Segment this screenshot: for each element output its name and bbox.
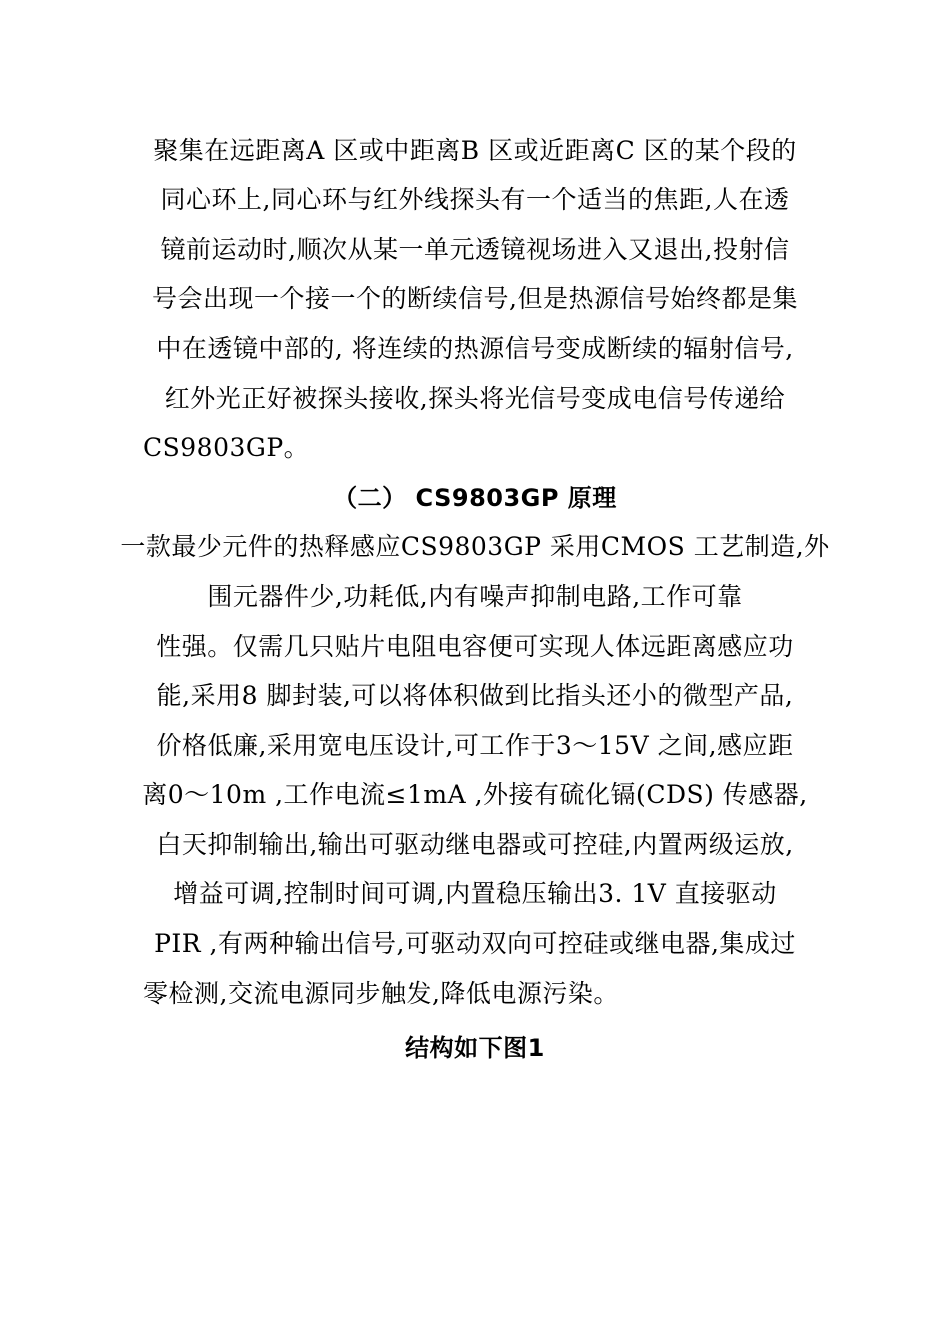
paragraph2-line-8: 增益可调,控制时间可调,内置稳压输出3. 1V 直接驱动 — [173, 879, 777, 908]
section-heading: （二） CS9803GP 原理 — [333, 484, 617, 512]
paragraph2-line-4: 能,采用8 脚封装,可以将体积做到比指头还小的微型产品, — [156, 681, 794, 710]
paragraph1-line-6: 红外光正好被探头接收,探头将光信号变成电信号传递给 — [164, 384, 786, 413]
paragraph1-line-2: 同心环上,同心环与红外线探头有一个适当的焦距,人在透 — [160, 185, 790, 214]
paragraph2-line-7: 白天抑制输出,输出可驱动继电器或可控硅,内置两级运放, — [156, 830, 794, 859]
figure-caption: 结构如下图1 — [405, 1034, 545, 1062]
paragraph2-line-10: 零检测,交流电源同步触发,降低电源污染。 — [143, 979, 619, 1008]
paragraph1-line-5: 中在透镜中部的, 将连续的热源信号变成断续的辐射信号, — [156, 334, 794, 363]
paragraph2-line-6: 离0～10m ,工作电流≤1mA ,外接有硫化镉(CDS) 传感器, — [142, 780, 808, 809]
paragraph2-line-2: 围元器件少,功耗低,内有噪声抑制电路,工作可靠 — [207, 582, 743, 611]
paragraph1-line-7: CS9803GP。 — [143, 433, 310, 462]
paragraph2-line-3: 性强。仅需几只贴片电阻电容便可实现人体远距离感应功 — [156, 632, 794, 661]
paragraph1-line-4: 号会出现一个接一个的断续信号,但是热源信号始终都是集 — [152, 284, 798, 313]
paragraph2-line-1: 一款最少元件的热释感应CS9803GP 采用CMOS 工艺制造,外 — [120, 532, 830, 561]
paragraph1-line-1: 聚集在远距离A 区或中距离B 区或近距离C 区的某个段的 — [153, 136, 797, 165]
paragraph2-line-5: 价格低廉,采用宽电压设计,可工作于3～15V 之间,感应距 — [156, 731, 794, 760]
paragraph2-line-9: PIR ,有两种输出信号,可驱动双向可控硅或继电器,集成过 — [154, 929, 796, 958]
paragraph1-line-3: 镜前运动时,顺次从某一单元透镜视场进入又退出,投射信 — [160, 235, 790, 264]
